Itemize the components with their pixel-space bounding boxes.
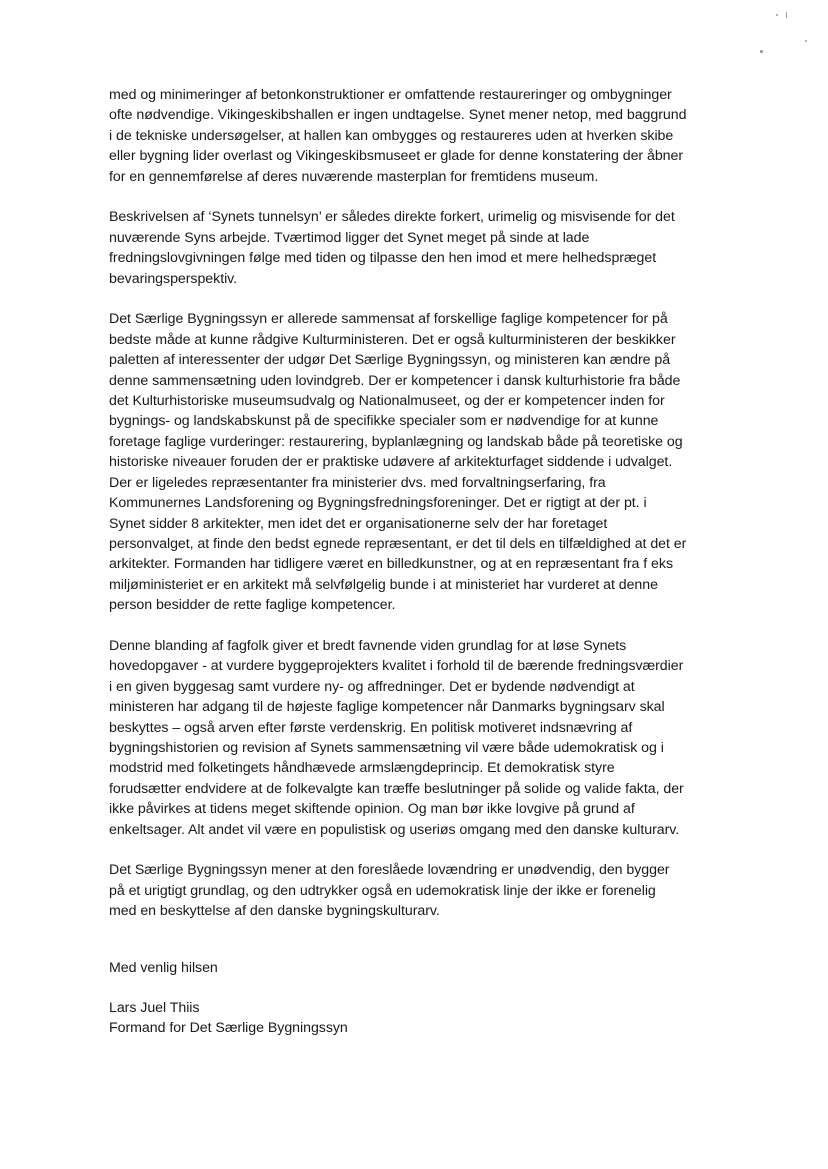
paragraph-line: enkeltsager. Alt andet vil være en populistisk og useriøs omgang med den danske kulturarv. xyxy=(109,821,680,838)
scan-speck xyxy=(805,40,807,42)
paragraph-line: Synet sidder 8 arkitekter, men idet det er organisationerne selv der har foretaget xyxy=(109,515,608,532)
paragraph-line: bevaringsperspektiv. xyxy=(109,270,238,287)
paragraph-line: miljøministeriet er en arkitekt må selvfølgelig bunde i at ministeriet har vurderet at denne xyxy=(109,576,658,593)
body-paragraph xyxy=(109,860,734,921)
body-paragraph xyxy=(109,309,734,615)
paragraph-line: historiske niveauer foruden der er praktiske udøvere af arkitekturfaget siddende i udvalget. xyxy=(109,454,673,471)
body-paragraph xyxy=(109,207,734,289)
paragraph-line: ofte nødvendige. Vikingeskibshallen er ingen undtagelse. Synet mener netop, med baggrund xyxy=(109,107,687,124)
paragraph-line: Denne blanding af fagfolk giver et bredt favnende viden grundlag for at løse Synets xyxy=(109,637,627,654)
body-paragraph xyxy=(109,636,734,840)
scan-speck xyxy=(786,12,787,18)
paragraph-line: ministeren har adgang til de højeste faglige kompetencer når Danmarks bygningsarv skal xyxy=(109,699,665,716)
paragraph-line: i de tekniske undersøgelser, at hallen kan ombygges og restaureres uden at hverken skibe xyxy=(109,127,674,144)
paragraph-line: på et urigtigt grundlag, og den udtrykker også en udemokratisk linje der ikke er forenelig xyxy=(109,882,656,899)
paragraph-line: i en given byggesag samt vurdere ny- og affredninger. Det er bydende nødvendigt at xyxy=(109,678,635,695)
letter-body xyxy=(109,85,734,922)
signature-block xyxy=(109,998,734,1039)
paragraph-line: ikke påvirkes at tidens meget skiftende opinion. Og man bør ikke lovgive på grund af xyxy=(109,801,635,818)
paragraph-line: personvalget, at finde den bedst egnede repræsentant, er det til dels en tilfældighed at det er xyxy=(109,535,687,552)
paragraph-line: denne sammensætning uden lovindgreb. Der er kompetencer i dansk kulturhistorie fra både xyxy=(109,372,681,389)
paragraph-line: bygnings- og landskabskunst på de specifikke specialer som er nødvendige for at kunne xyxy=(109,413,659,430)
paragraph-line: forudsætter endvidere at de folkevalgte kan træffe beslutninger på solide og valide fakta, der xyxy=(109,780,684,797)
letter-page xyxy=(109,85,734,1039)
paragraph-line: nuværende Syns arbejde. Tværtimod ligger det Synet meget på sinde at lade xyxy=(109,229,590,246)
paragraph-line: det Kulturhistoriske museumsudvalg og Nationalmuseet, og der er kompetencer inden for xyxy=(109,393,665,410)
closing-greeting: Med venlig hilsen xyxy=(109,959,218,976)
paragraph-line: arkitekter. Formanden har tidligere været en billedkunstner, og at en repræsentant fra f eks xyxy=(109,556,673,573)
paragraph-line: bedste måde at kunne rådgive Kulturministeren. Det er også kulturministeren der beskikker xyxy=(109,331,676,348)
paragraph-line: Der er ligeledes repræsentanter fra ministerier dvs. med forvaltningserfaring, fra xyxy=(109,474,606,491)
paragraph-line: med og minimeringer af betonkonstruktioner er omfattende restaureringer og ombygninger xyxy=(109,87,672,103)
paragraph-line: modstrid med folketingets håndhævede armslængdeprincip. Et demokratisk styre xyxy=(109,760,615,777)
paragraph-line: beskyttes – også arven efter første verdenskrig. En politisk motiveret indsnævring af xyxy=(109,719,633,736)
paragraph-line: eller bygning lider overlast og Vikingeskibsmuseet er glade for denne konstatering der åbner xyxy=(109,148,684,165)
paragraph-line: foretage faglige vurderinger: restaurering, byplanlægning og landskab både på teoretiske og xyxy=(109,433,683,450)
paragraph-line: paletten af interessenter der udgør Det Særlige Bygningssyn, og ministeren kan ændre på xyxy=(109,352,671,369)
scan-speck xyxy=(760,50,763,53)
paragraph-line: med en beskyttelse af den danske bygningskulturarv. xyxy=(109,903,440,920)
scan-speck xyxy=(776,14,778,16)
signatory-title: Formand for Det Særlige Bygningssyn xyxy=(109,1020,348,1037)
body-paragraph xyxy=(109,85,734,187)
paragraph-line: for en gennemførelse af deres nuværende masterplan for fremtidens museum. xyxy=(109,168,599,185)
paragraph-line: Det Særlige Bygningssyn mener at den foreslåede lovændring er unødvendig, den bygger xyxy=(109,862,670,879)
paragraph-line: fredningslovgivningen følge med tiden og tilpasse den hen imod et mere helhedspræget xyxy=(109,250,657,267)
paragraph-line: Det Særlige Bygningssyn er allerede sammensat af forskellige faglige kompetencer for på xyxy=(109,311,668,328)
paragraph-line: Beskrivelsen af ‘Synets tunnelsyn’ er således direkte forkert, urimelig og misvisende for det xyxy=(109,209,675,226)
paragraph-line: bygningshistorien og revision af Synets sammensætning vil være både udemokratisk og i xyxy=(109,739,664,756)
paragraph-line: hovedopgaver - at vurdere byggeprojekters kvalitet i forhold til de bærende fredningsværdier xyxy=(109,658,684,675)
paragraph-line: person besidder de rette faglige kompetencer. xyxy=(109,597,396,614)
signatory-name: Lars Juel Thiis xyxy=(109,1000,200,1016)
paragraph-line: Kommunernes Landsforening og Bygningsfredningsforeninger. Det er rigtigt at der pt. i xyxy=(109,495,647,512)
